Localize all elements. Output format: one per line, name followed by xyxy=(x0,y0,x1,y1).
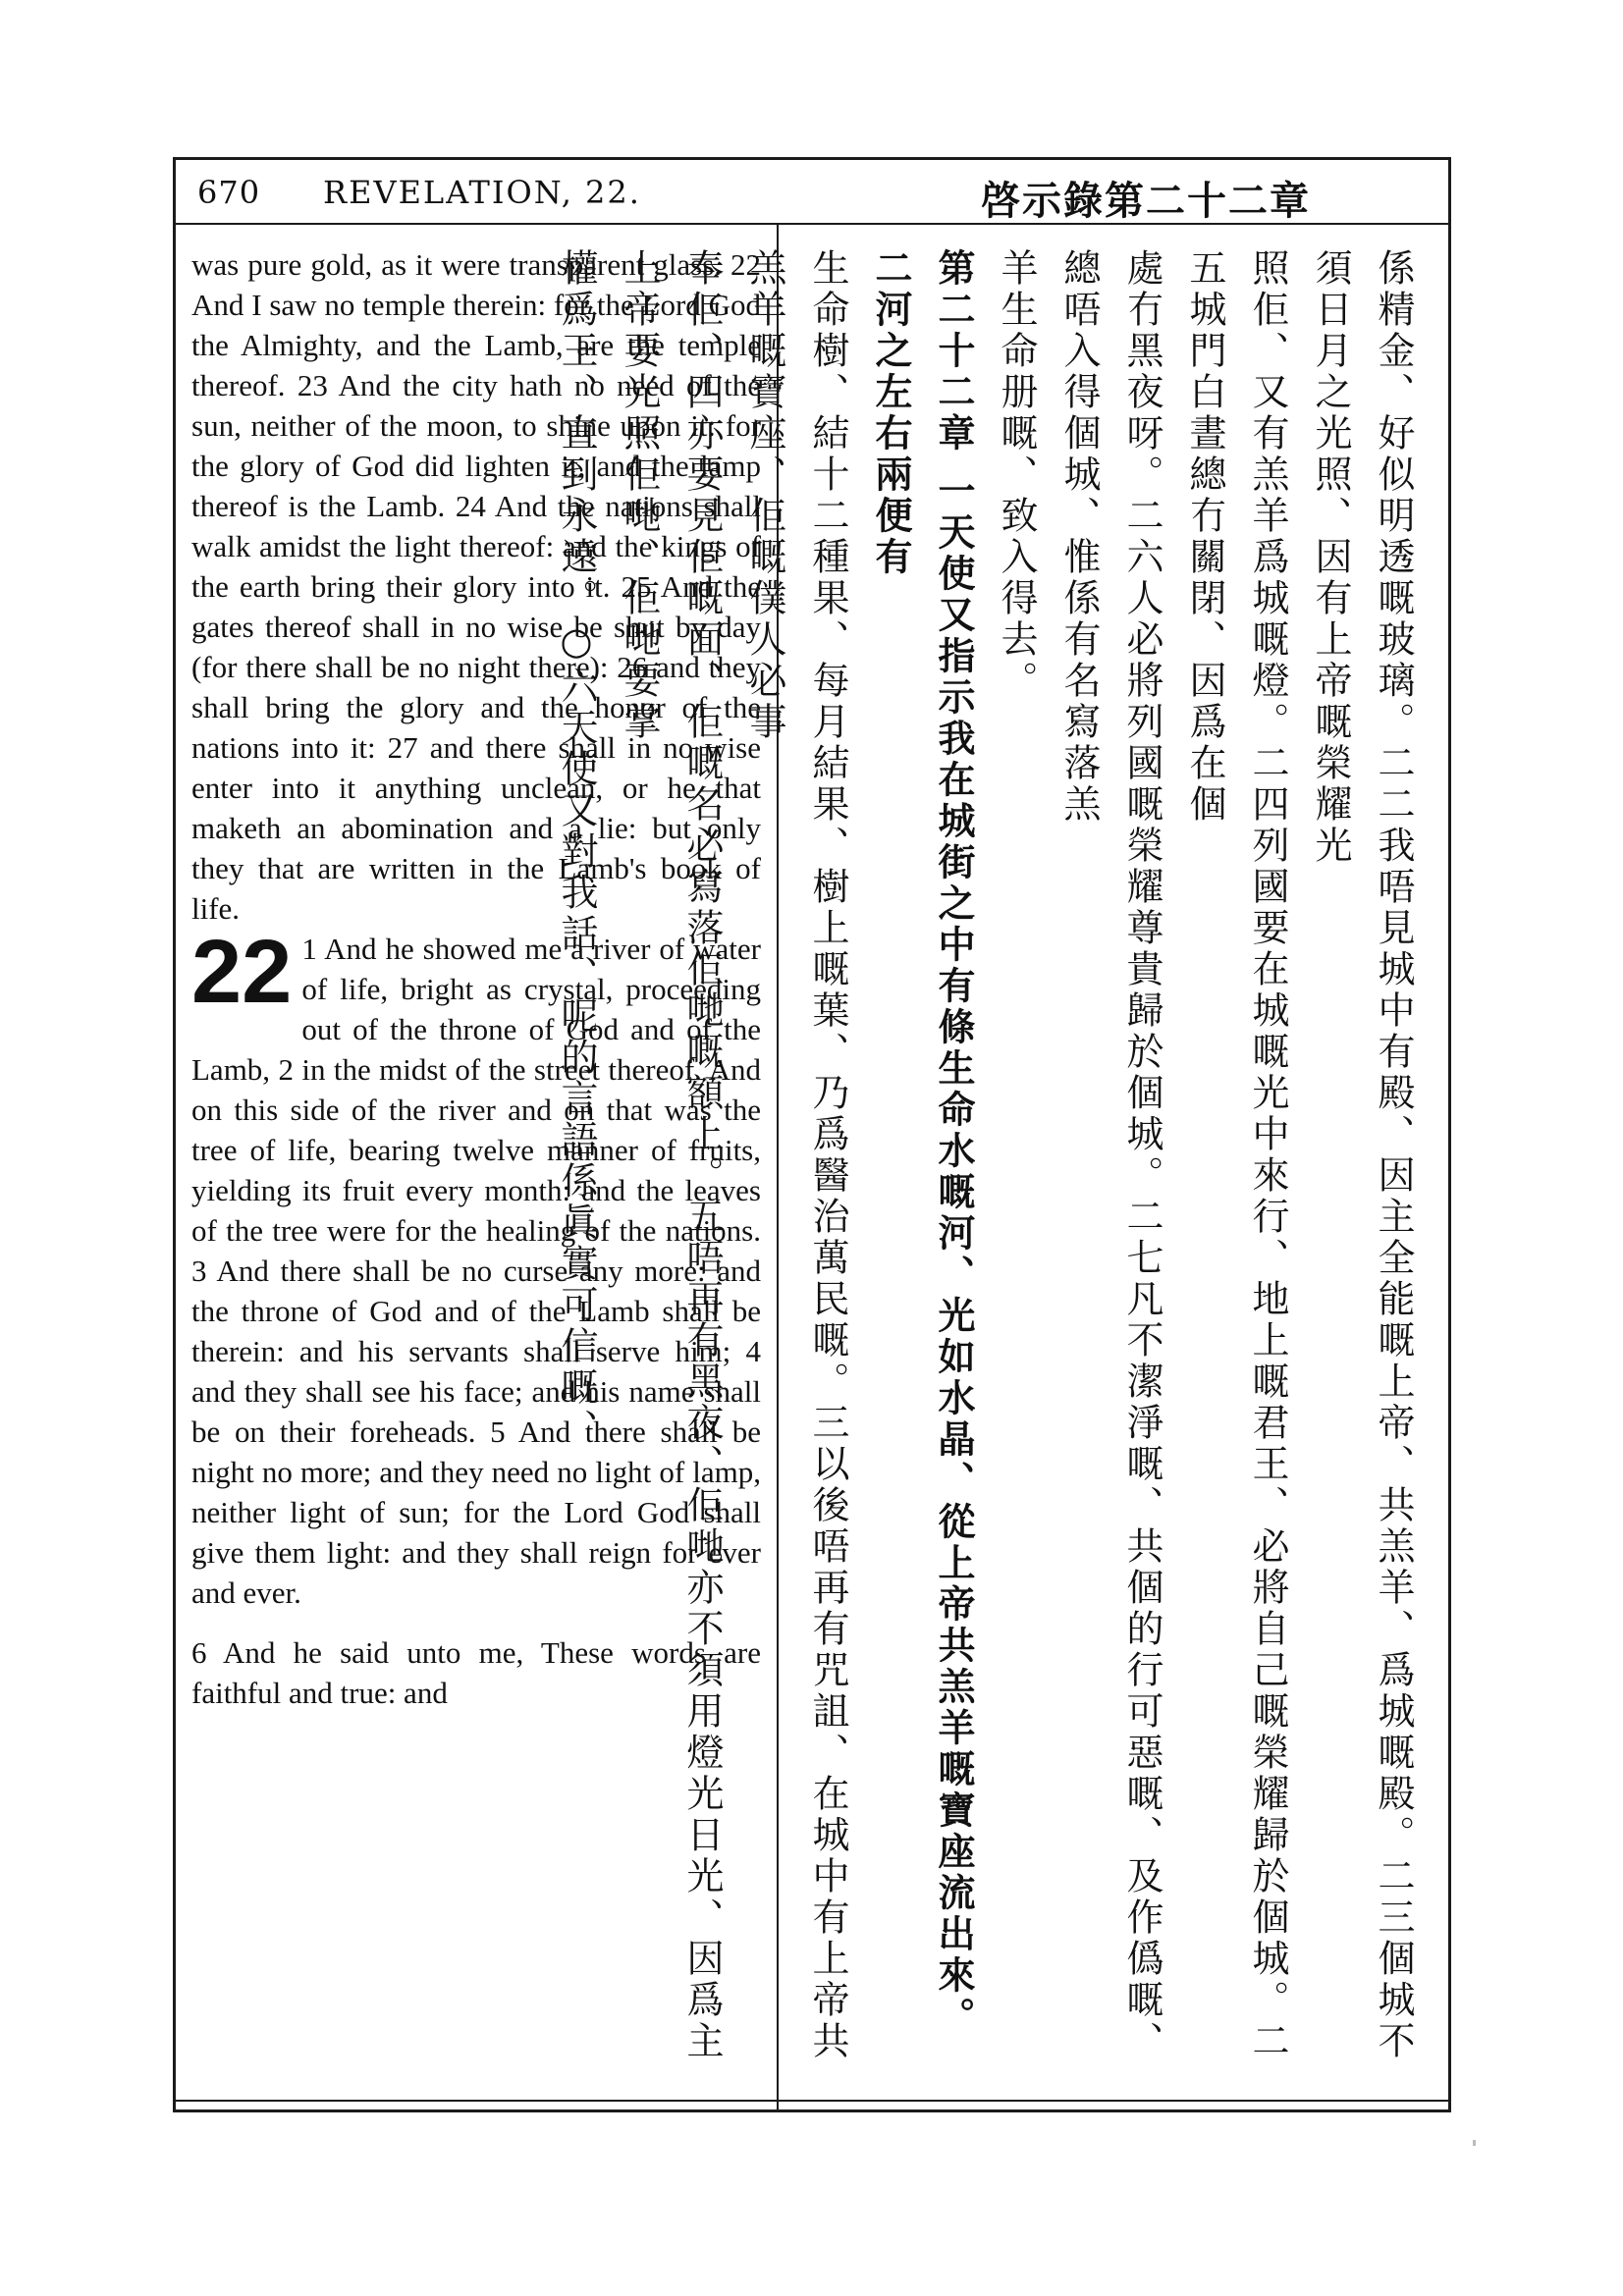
chinese-line-6: 生命樹、結十二種果、每月結果、樹上嘅葉、乃爲醫治萬民嘅。三以後唔再有咒詛、在城中有上帝共羔羊嘅寶座、佢嘅僕人必事 xyxy=(743,248,849,2062)
english-paragraph-3: 6 And he said unto me, These words are faithful and true: and xyxy=(191,1635,761,1710)
header-rule xyxy=(176,223,1448,225)
page-frame xyxy=(173,157,1451,2112)
english-paragraph-1: was pure gold, as it were transparent glass. 22 And I saw no temple therein: for the Lord God the Almighty, and the Lamb, are the temple thereof. 23 And the city hath no need of the sun, neither of the moon, to shine upon it: for the glory of God did lighten it, and the lamp thereof is the Lamb. 24 And the nations shall walk amidst the light thereof: and the kings of the earth bring their glory into it. 25 And the gates thereof shall in no wise be shut by day (for there shall be no night there): 26 and they shall bring the glory and the honor of the nations into it: 27 and there shall in no wise enter into it anything unclean, or he that maketh an abomination and a lie: but only they that are written in the Lamb's book of life. xyxy=(191,247,761,926)
chinese-column xyxy=(555,248,1425,2064)
chinese-line-5: 第二十二章 一天使又指示我在城街之中有條生命水嘅河、光如水晶、從上帝共羔羊嘅寶座流出來。二河之左右兩便有 xyxy=(869,248,975,2039)
chinese-line-7: 奉佢、四亦要見佢嘅面、佢嘅名必寫落佢哋嘅額上。五唔再有黑夜、佢哋亦不須用燈光日光、因爲主上帝要光照佢哋、佢哋要掌 xyxy=(618,248,724,2062)
running-head: REVELATION, 22. xyxy=(323,174,641,211)
chinese-line-2: 照佢、又有羔羊爲城嘅燈。二四列國要在城嘅光中來行、地上嘅君王、必將自己嘅榮耀歸於個城。二五城門白晝總冇關閉、因爲在個 xyxy=(1183,248,1289,2062)
page-number: 670 xyxy=(197,174,261,211)
english-paragraph-2-text: 1 And he showed me a river of water of life, bright as crystal, proceeding out of the throne of God and of the Lamb, 2 in the midst of the street thereof. And on this side of the river and on that was the tree of life, bearing twelve manner of fruits, yielding its fruit every month: and the leaves of the tree were for the healing of the nations. 3 And there shall be no curse any more: and the throne of God and of the Lamb shall be therein: and his servants shall serve him; 4 and they shall see his face; and his name shall be on their foreheads. 5 And there shall be night no more; and they need no light of lamp, neither light of sun; for the Lord God shall give them light: and they shall reign for ever and ever. xyxy=(191,932,761,1610)
chinese-line-1: 係精金、好似明透嘅玻璃。二二我唔見城中有殿、因主全能嘅上帝、共羔羊、爲城嘅殿。二三個城不須日月之光照、因有上帝嘅榮耀光 xyxy=(1309,248,1415,2062)
chinese-running-head: 啓示錄第二十二章 xyxy=(981,178,1311,224)
chapter-drop-number: 22 xyxy=(191,922,293,1022)
chinese-line-8: 權爲王、直到永遠。○六天使又對我話、呢的言語係眞實可信嘅、 xyxy=(555,248,598,1450)
stray-mark xyxy=(1473,2140,1476,2146)
chinese-line-4: 羊生命册嘅、致入得去。 xyxy=(995,248,1038,702)
bottom-rule xyxy=(176,2100,1448,2102)
chinese-line-3: 處冇黑夜呀。二六人必將列國嘅榮耀尊貴歸於個城。二七凡不潔淨嘅、共個的行可惡嘅、及作僞嘅、總唔入得個城、惟係有名寫落羔 xyxy=(1057,248,1163,2062)
